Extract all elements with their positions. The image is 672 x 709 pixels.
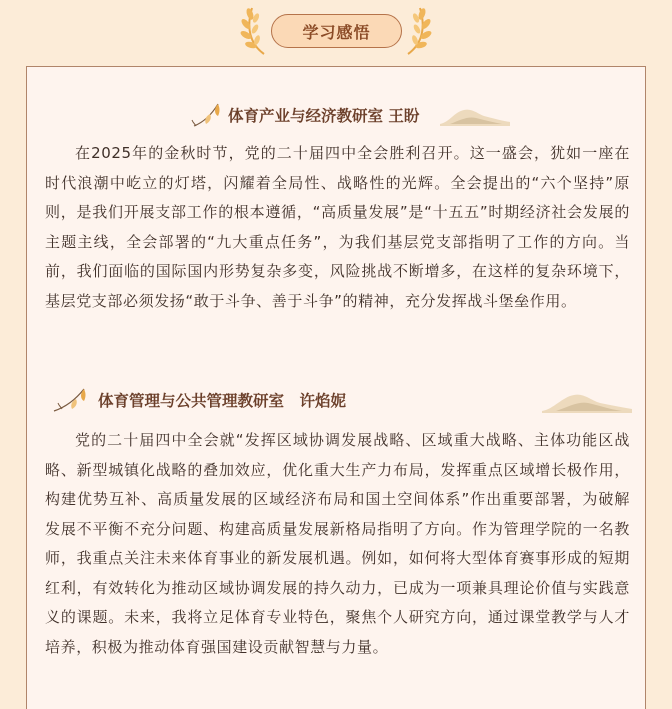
section-body-1: 在2025年的金秋时节，党的二十届四中全会胜利召开。这一盛会，犹如一座在时代浪潮中屹立的灯塔，闪耀着全局性、战略性的光辉。全会提出的“六个坚持”原则，是我们开展支部工作的根本遵循，“高质量发展”是“十五五”时期经济社会发展的主题主线，全会部署的“九大重点任务”，为我们基层党支部指明了工作的方向。当前，我们面临的国际国内形势复杂多变，风险挑战不断增多，在这样的复杂环境下，基层党支部必须发扬“敢于斗争、善于斗争”的精神，充分发挥战斗堡垒作用。 <box>45 144 630 310</box>
page-title: 学习感悟 <box>271 14 402 48</box>
mountain-decoration-icon <box>440 104 510 128</box>
mountain-decoration-icon <box>542 389 632 415</box>
section-heading-2 <box>52 381 632 417</box>
page-header <box>0 0 672 66</box>
section-heading-text: 体育管理与公共管理教研室 许焰妮 <box>98 392 347 410</box>
leaf-sprig-icon <box>52 385 96 415</box>
leaf-sprig-icon <box>190 100 226 130</box>
section-body-2: 党的二十届四中全会就“发挥区域协调发展战略、区域重大战略、主体功能区战略、新型城镇化战略的叠加效应，优化重大生产力布局，发挥重点区域增长极作用，构建优势互补、高质量发展的区域经济布局和国土空间体系”作出重要部署，为破解发展不平衡不充分问题、构建高质量发展新格局指明了方向。作为管理学院的一名教师，我重点关注未来体育事业的新发展机遇。例如，如何将大型体育赛事形成的短期红利，有效转化为推动区域协调发展的持久动力，已成为一项兼具理论价值与实践意义的课题。未来，我将立足体育专业特色，聚焦个人研究方向，通过课堂教学与人才培养，积极为推动体育强国建设贡献智慧与力量。 <box>45 431 630 656</box>
laurel-right-icon <box>404 4 434 56</box>
section-heading-1 <box>190 96 510 132</box>
section-heading-text: 体育产业与经济教研室 王盼 <box>228 107 420 125</box>
laurel-left-icon <box>238 4 268 56</box>
